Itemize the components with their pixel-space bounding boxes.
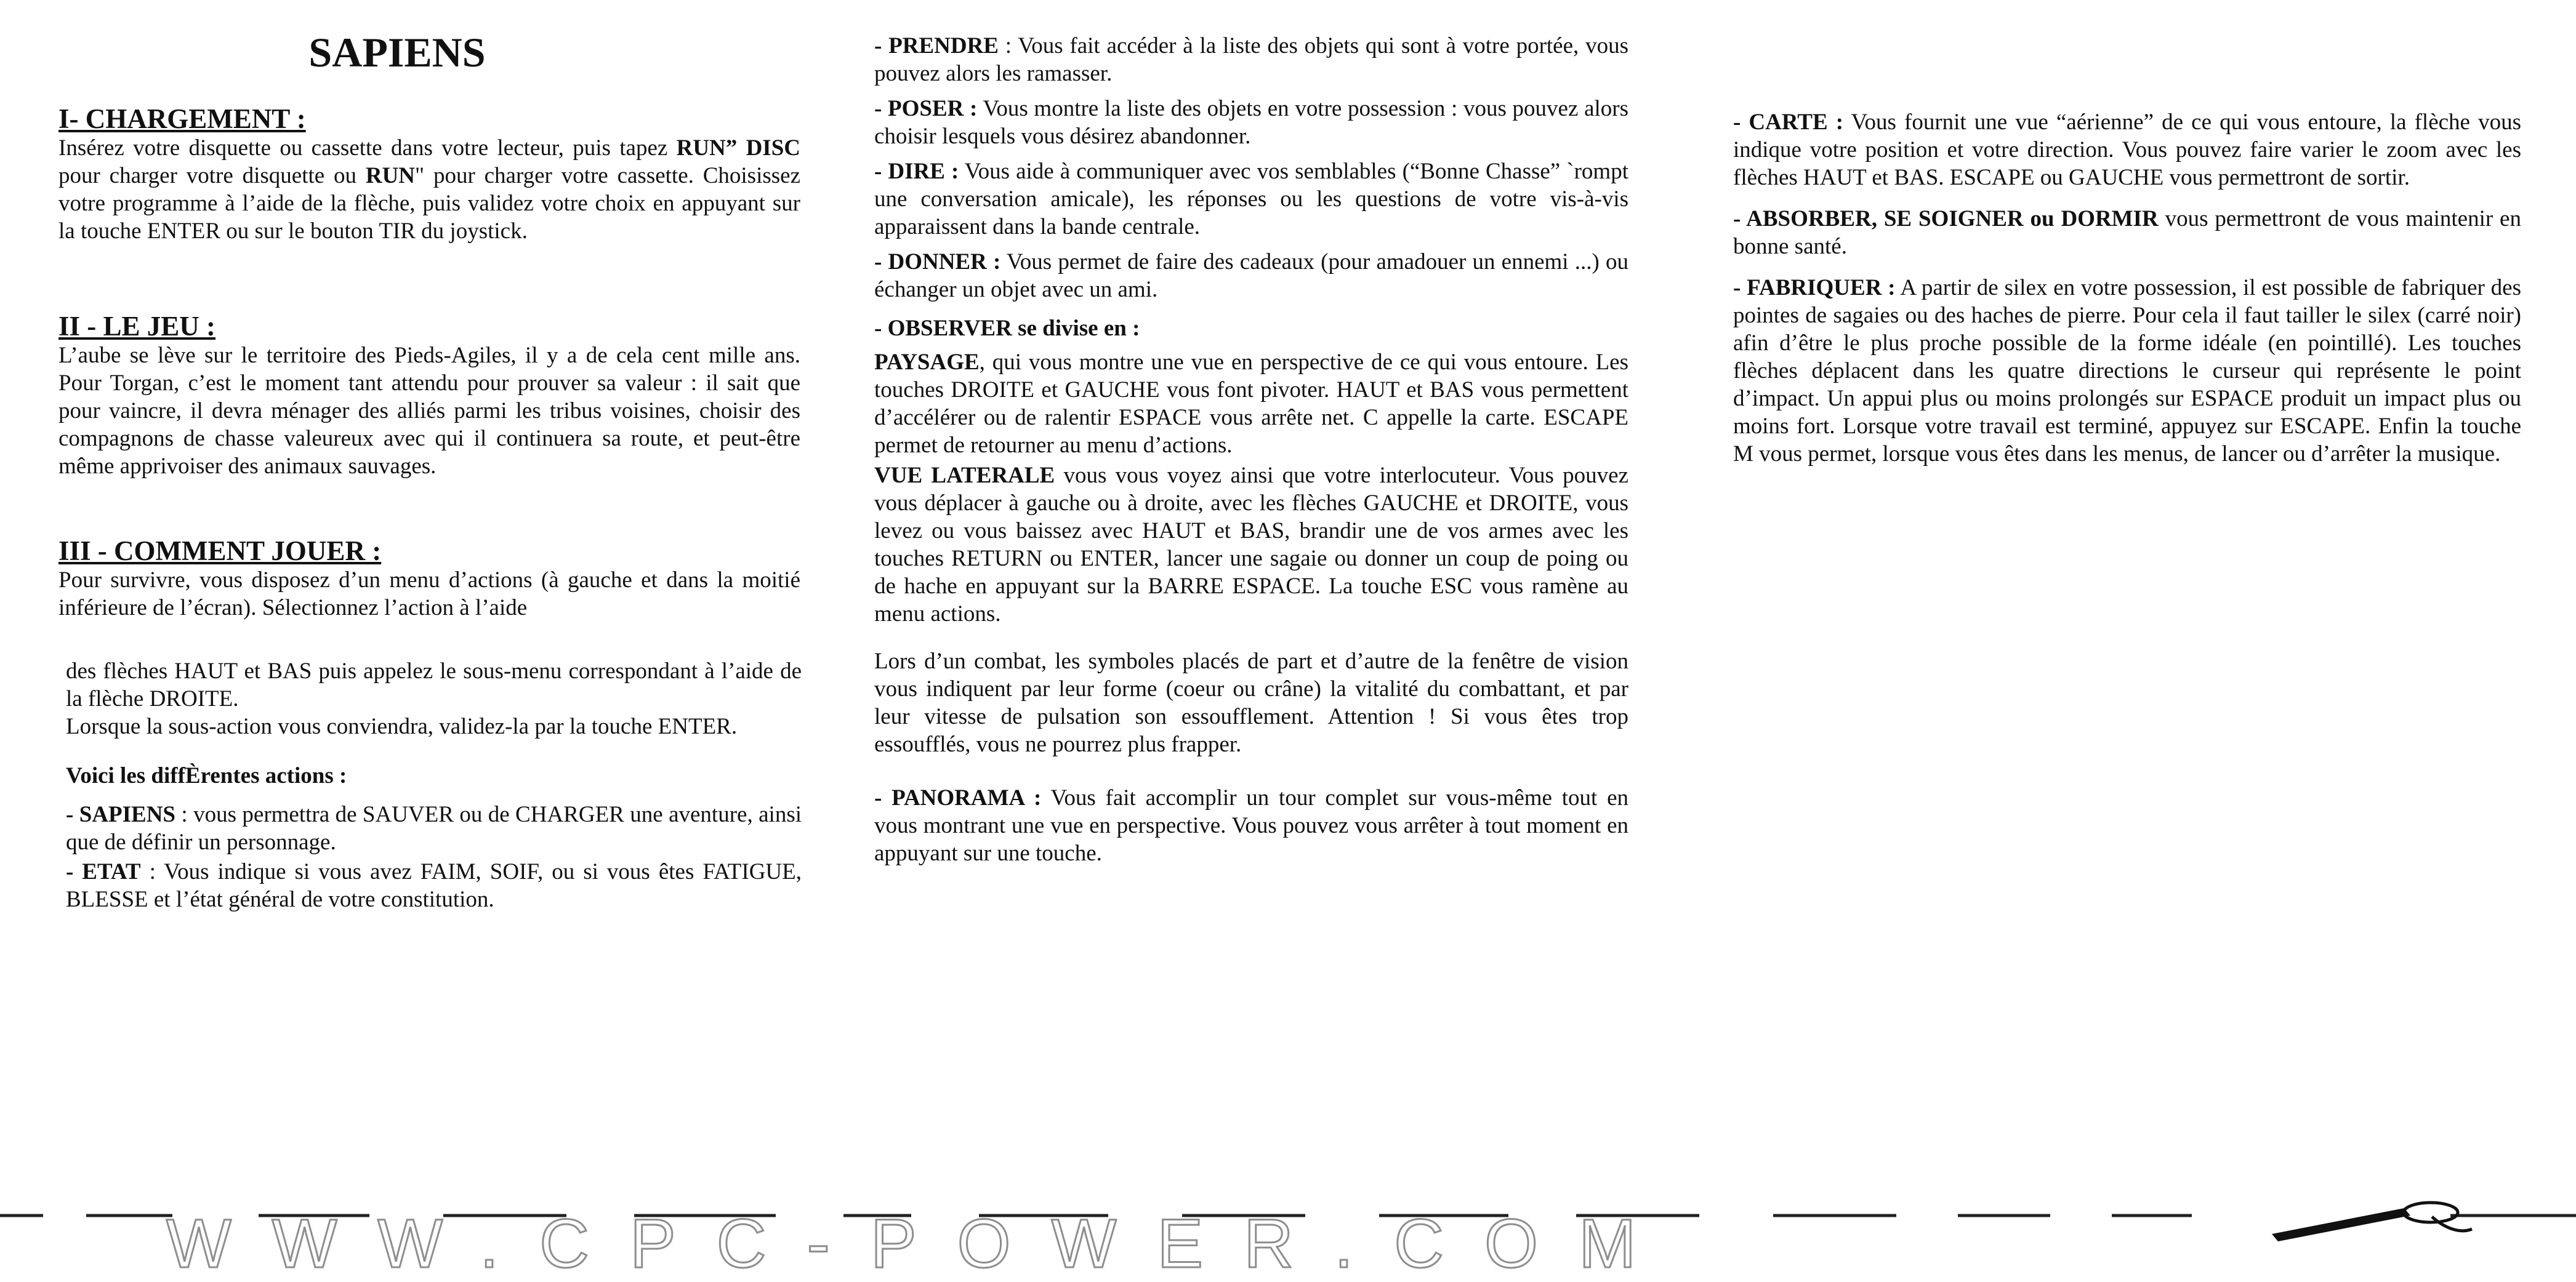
section-jouer-cont (66, 657, 802, 913)
heading-jouer: III - COMMENT JOUER : (58, 535, 382, 566)
heading-chargement: I- CHARGEMENT : (58, 103, 306, 134)
jouer-cont2-text: Lorsque la sous-action vous conviendra, validez-la par la touche ENTER. (66, 714, 738, 739)
action-poser-label: - POSER : (874, 96, 978, 121)
action-prendre-label: - PRENDRE (874, 33, 999, 58)
action-sapiens-label: - SAPIENS (66, 802, 176, 827)
action-fabriquer (1733, 274, 2521, 468)
action-fabriquer-text: A partir de silex en votre possession, il est possible de fabriquer des pointes de sagaies ou des haches de pierre. Pour cela il faut tailler le silex (carré noir) afin d’être le plus proche possible de la forme idéale (en pointillé). Les touches flèches déplacent dans les quatre directions le curseur qui représente le point d’impact. Un appui plus ou moins prolongés sur ESPACE produit un impact plus ou moins fort. Lorsque votre travail est terminé, appuyez sur ESCAPE. Enfin la touche M vous permet, lorsque vous êtes dans les menus, de lancer ou d’arrêter la musique. (1733, 275, 2521, 467)
action-etat-text: : Vous indique si vous avez FAIM, SOIF, ou si vous êtes FATIGUE, BLESSE et l’état général de votre constitution. (66, 859, 802, 912)
action-observer (874, 314, 1628, 342)
action-dire (874, 158, 1628, 241)
chargement-text-1: Insérez votre disquette ou cassette dans votre lecteur, puis tapez (58, 135, 677, 161)
section-jeu (58, 311, 800, 480)
action-panorama-text: Vous fait accomplir un tour complet sur vous-même tout en vous montrant une vue en perspective. Vous pouvez vous arrêter à tout moment en appuyant sur une touche. (874, 785, 1628, 866)
action-poser-text: Vous montre la liste des objets en votre possession : vous pouvez alors choisir lesquels vous désirez abandonner. (874, 96, 1628, 149)
action-paysage-label: PAYSAGE (874, 350, 980, 375)
page-title: SAPIENS (308, 29, 486, 76)
chargement-text-3: " pour charger votre cassette. Choisissez votre programme à l’aide de la flèche, puis validez votre choix en appuyant sur la touche ENTER ou sur le bouton TIR du joystick. (58, 163, 800, 244)
action-vue-laterale (874, 462, 1628, 628)
jouer-text: Pour survivre, vous disposez d’un menu d’actions (à gauche et dans la moitié inférieure de l’écran). Sélectionnez l’action à l’aide (58, 567, 800, 620)
action-prendre (874, 32, 1628, 87)
action-absorber-text: vous permettront de vous maintenir en bonne santé. (1733, 206, 2521, 259)
pencil-signature-icon (2272, 1203, 2472, 1241)
combat-text: Lors d’un combat, les symboles placés de part et d’autre de la fenêtre de vision vous indiquent par leur forme (coeur ou crâne) la vitalité du combattant, et par leur vitesse de pulsation son essoufflement. Attention ! Si vous êtes trop essoufflés, vous ne pourrez plus frapper. (874, 649, 1628, 757)
jeu-text: L’aube se lève sur le territoire des Pieds-Agiles, il y a de cela cent mille ans. Pour Torgan, c’est le moment tant attendu pour prouver sa valeur : il sait que pour vaincre, il devra ménager des alliés parmi les tribus voisines, choisir des compagnons de chasse valeureux avec qui il continuera sa route, et peut-être même apprivoiser des animaux sauvages. (58, 343, 800, 479)
action-paysage (874, 348, 1628, 459)
action-poser (874, 95, 1628, 150)
action-observer-label: - OBSERVER se divise en : (874, 316, 1140, 341)
action-paysage-text: , qui vous montre une vue en perspective de ce qui vous entoure. Les touches DROITE et GAUCHE vous font pivoter. HAUT et BAS vous permettent d’accélérer ou de ralentir ESPACE vous arrête net. C appelle la carte. ESCAPE permet de retourner au menu d’actions. (874, 350, 1628, 458)
action-fabriquer-label: - FABRIQUER : (1733, 275, 1896, 300)
section-chargement (58, 103, 800, 245)
action-donner-text: Vous permet de faire des cadeaux (pour amadouer un ennemi ...) ou échanger un objet avec un ami. (874, 249, 1628, 302)
action-dire-text: Vous aide à communiquer avec vos semblables (“Bonne Chasse” `rompt une conversation amicale), les réponses ou les questions de votre vis-à-vis apparaissent dans la bande centrale. (874, 159, 1628, 239)
jouer-cont-text: des flèches HAUT et BAS puis appelez le sous-menu correspondant à l’aide de la flèche DROITE. (66, 659, 802, 711)
actions-heading: Voici les diffÈrentes actions : (66, 763, 347, 788)
watermark-text: WWW.CPC-POWER.COM (166, 1205, 1677, 1282)
section-jouer (58, 535, 800, 622)
action-vue-label: VUE LATERALE (874, 463, 1055, 488)
action-absorber (1733, 205, 2521, 260)
action-panorama (874, 784, 1628, 867)
action-prendre-text: : Vous fait accéder à la liste des objets qui sont à votre portée, vous pouvez alors les ramasser. (874, 33, 1628, 86)
chargement-text (58, 134, 800, 245)
action-carte-text: Vous fournit une vue “aérienne” de ce qui vous entoure, la flèche vous indique votre position et votre direction. Vous pouvez faire varier le zoom avec les flèches HAUT et BAS. ESCAPE ou GAUCHE vous permettront de sortir. (1733, 110, 2521, 190)
action-dire-label: - DIRE : (874, 159, 959, 184)
run-disc-label: RUN” DISC (676, 135, 801, 161)
action-carte (1733, 108, 2521, 191)
action-sapiens-text: : vous permettra de SAUVER ou de CHARGER une aventure, ainsi que de définir un personnage. (66, 802, 802, 855)
action-sapiens (66, 801, 802, 856)
actions-list (874, 32, 1628, 867)
chargement-text-2: pour charger votre disquette ou (58, 163, 366, 188)
actions-list-right (1733, 108, 2521, 468)
action-etat-label: - ETAT (66, 859, 141, 884)
action-carte-label: - CARTE : (1733, 110, 1844, 135)
action-panorama-label: - PANORAMA : (874, 785, 1042, 811)
heading-jeu: II - LE JEU : (58, 311, 216, 342)
action-vue-text: vous vous voyez ainsi que votre interlocuteur. Vous pouvez vous déplacer à gauche ou à droite, avec les flèches GAUCHE et DROITE, vous levez ou vous baissez avec HAUT et BAS, brandir une de vos armes avec les touches RETURN ou ENTER, lancer une sagaie ou donner un coup de poing ou de hache en appuyant sur la BARRE ESPACE. La touche ESC vous ramène au menu actions. (874, 463, 1628, 627)
action-etat (66, 858, 802, 913)
action-donner-label: - DONNER : (874, 249, 1001, 274)
action-donner (874, 248, 1628, 303)
action-absorber-label: - ABSORBER, SE SOIGNER ou DORMIR (1733, 206, 2159, 231)
run-label: RUN (365, 163, 416, 188)
